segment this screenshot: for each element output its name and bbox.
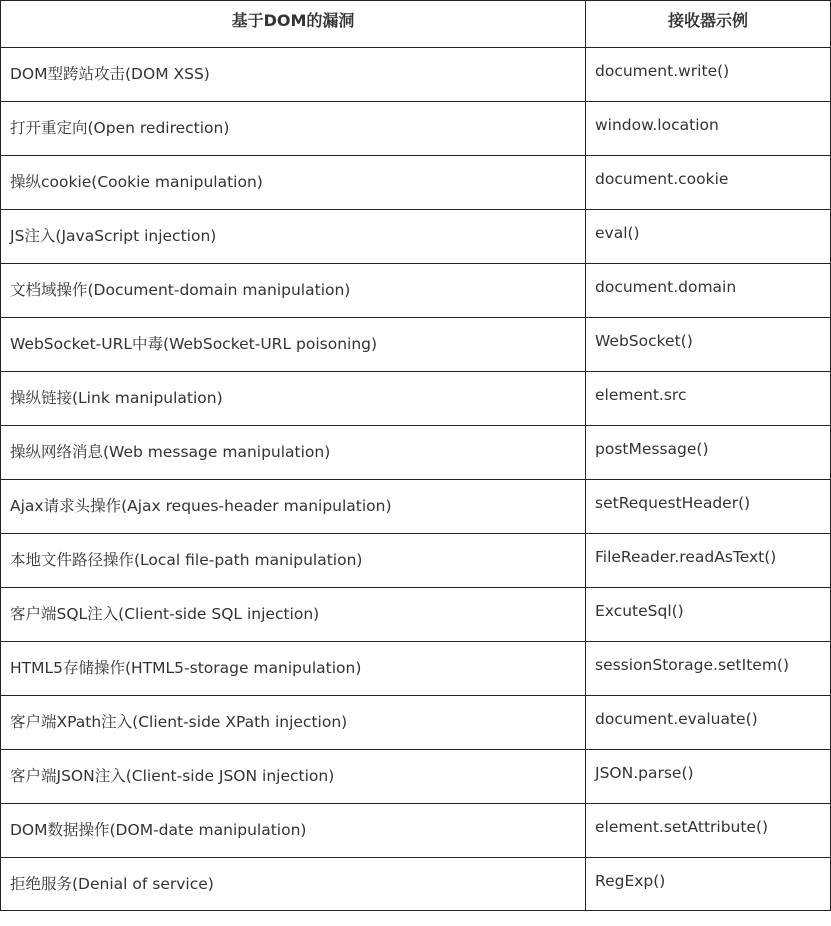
vulnerability-cell: 客户端XPath注入(Client-side XPath injection) bbox=[1, 696, 586, 750]
vulnerability-cell: JS注入(JavaScript injection) bbox=[1, 210, 586, 264]
table-row bbox=[1, 102, 831, 156]
sink-cell: document.cookie bbox=[586, 156, 831, 210]
header-sink-example: 接收器示例 bbox=[586, 1, 831, 48]
table-row bbox=[1, 318, 831, 372]
table-body bbox=[1, 48, 831, 911]
vulnerability-cell: Ajax请求头操作(Ajax reques-header manipulation) bbox=[1, 480, 586, 534]
vulnerability-cell: HTML5存储操作(HTML5-storage manipulation) bbox=[1, 642, 586, 696]
vulnerability-cell: DOM数据操作(DOM-date manipulation) bbox=[1, 804, 586, 858]
header-vulnerability: 基于DOM的漏洞 bbox=[1, 1, 586, 48]
header-row bbox=[1, 1, 831, 48]
sink-cell: element.setAttribute() bbox=[586, 804, 831, 858]
table-row bbox=[1, 48, 831, 102]
table-row bbox=[1, 210, 831, 264]
vulnerability-cell: 本地文件路径操作(Local file-path manipulation) bbox=[1, 534, 586, 588]
vulnerability-cell: 操纵cookie(Cookie manipulation) bbox=[1, 156, 586, 210]
table-header bbox=[1, 1, 831, 48]
sink-cell: document.domain bbox=[586, 264, 831, 318]
table-row bbox=[1, 372, 831, 426]
vulnerability-cell: 操纵链接(Link manipulation) bbox=[1, 372, 586, 426]
sink-cell: eval() bbox=[586, 210, 831, 264]
table-row bbox=[1, 858, 831, 911]
table-row bbox=[1, 588, 831, 642]
sink-cell: document.evaluate() bbox=[586, 696, 831, 750]
sink-cell: RegExp() bbox=[586, 858, 831, 911]
vulnerability-cell: 打开重定向(Open redirection) bbox=[1, 102, 586, 156]
table-row bbox=[1, 642, 831, 696]
table-row bbox=[1, 156, 831, 210]
vulnerability-cell: DOM型跨站攻击(DOM XSS) bbox=[1, 48, 586, 102]
vulnerability-cell: 客户端JSON注入(Client-side JSON injection) bbox=[1, 750, 586, 804]
vulnerability-cell: 客户端SQL注入(Client-side SQL injection) bbox=[1, 588, 586, 642]
sink-cell: document.write() bbox=[586, 48, 831, 102]
sink-cell: WebSocket() bbox=[586, 318, 831, 372]
sink-cell: element.src bbox=[586, 372, 831, 426]
sink-cell: setRequestHeader() bbox=[586, 480, 831, 534]
table-row bbox=[1, 750, 831, 804]
table-row bbox=[1, 480, 831, 534]
vulnerability-cell: 拒绝服务(Denial of service) bbox=[1, 858, 586, 911]
vulnerability-cell: 文档域操作(Document-domain manipulation) bbox=[1, 264, 586, 318]
sink-cell: FileReader.readAsText() bbox=[586, 534, 831, 588]
sink-cell: sessionStorage.setItem() bbox=[586, 642, 831, 696]
sink-cell: postMessage() bbox=[586, 426, 831, 480]
vulnerability-cell: WebSocket-URL中毒(WebSocket-URL poisoning) bbox=[1, 318, 586, 372]
table-row bbox=[1, 696, 831, 750]
table-row bbox=[1, 426, 831, 480]
vulnerability-cell: 操纵网络消息(Web message manipulation) bbox=[1, 426, 586, 480]
table-row bbox=[1, 264, 831, 318]
table-row bbox=[1, 534, 831, 588]
table-row bbox=[1, 804, 831, 858]
sink-cell: ExcuteSql() bbox=[586, 588, 831, 642]
sink-cell: JSON.parse() bbox=[586, 750, 831, 804]
sink-cell: window.location bbox=[586, 102, 831, 156]
